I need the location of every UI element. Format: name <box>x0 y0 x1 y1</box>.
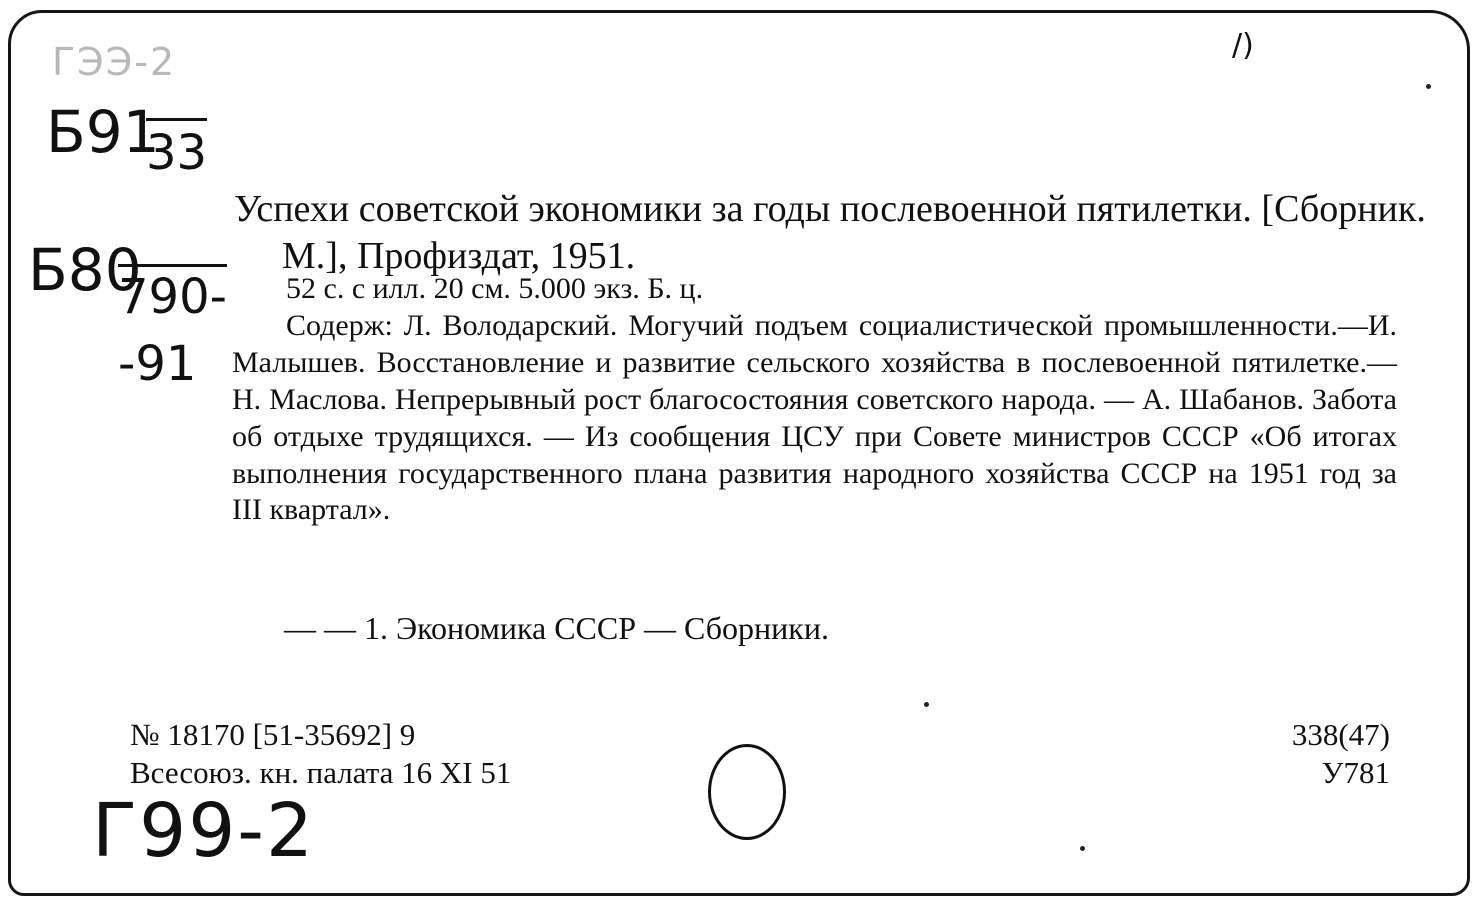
book-title: Успехи советской экономики за годы послевоенной пятилетки. [Сборник. М.], Профиздат, 1951. <box>234 188 1426 278</box>
speck <box>1426 84 1431 89</box>
card-number: № 18170 [51-35692] 9 <box>130 717 416 752</box>
speck <box>924 702 929 707</box>
publisher-chamber: Всесоюз. кн. палата 16 XI 51 <box>130 755 512 791</box>
physical-description: 52 с. с илл. 20 см. 5.000 экз. Б. ц. <box>286 272 704 305</box>
faint-handwritten-mark: ГЭЭ-2 <box>52 40 177 84</box>
subject-heading: — — 1. Экономика СССР — Сборники. <box>284 610 829 646</box>
author-code: У781 <box>1321 755 1390 791</box>
shelf-mark-2-left: Б80 <box>28 236 142 304</box>
corner-handwritten-mark: /) <box>1232 28 1254 63</box>
contents-note: Содерж: Л. Володарский. Могучий подъем социалистической промышленности.—И. Малышев. Восстановление и развитие сельского хозяйства в послевоенной пятилетке.—Н. Маслова. Непрерывный рост благосостояния советского народа. — А. Шабанов. Забота об отдыхе трудящихся. — Из сообщения ЦСУ при Совете министров СССР «Об итогах выполнения государственного плана развития народного хозяйства СССР на 1951 год за III квартал». <box>232 309 1397 527</box>
punch-hole <box>708 744 786 840</box>
shelf-mark-1-left: Б91 <box>46 98 160 166</box>
card-meta-right <box>1200 716 1390 792</box>
shelf-mark-2-continuation: -91 <box>118 336 197 392</box>
shelf-mark-1-right: 33 <box>146 118 207 181</box>
card-meta-left <box>130 716 511 792</box>
classification-code: 338(47) <box>1291 717 1390 752</box>
shelf-mark-2-right: 790- <box>118 264 227 325</box>
speck <box>1080 846 1085 851</box>
handwritten-note: Г99-2 <box>92 788 316 874</box>
